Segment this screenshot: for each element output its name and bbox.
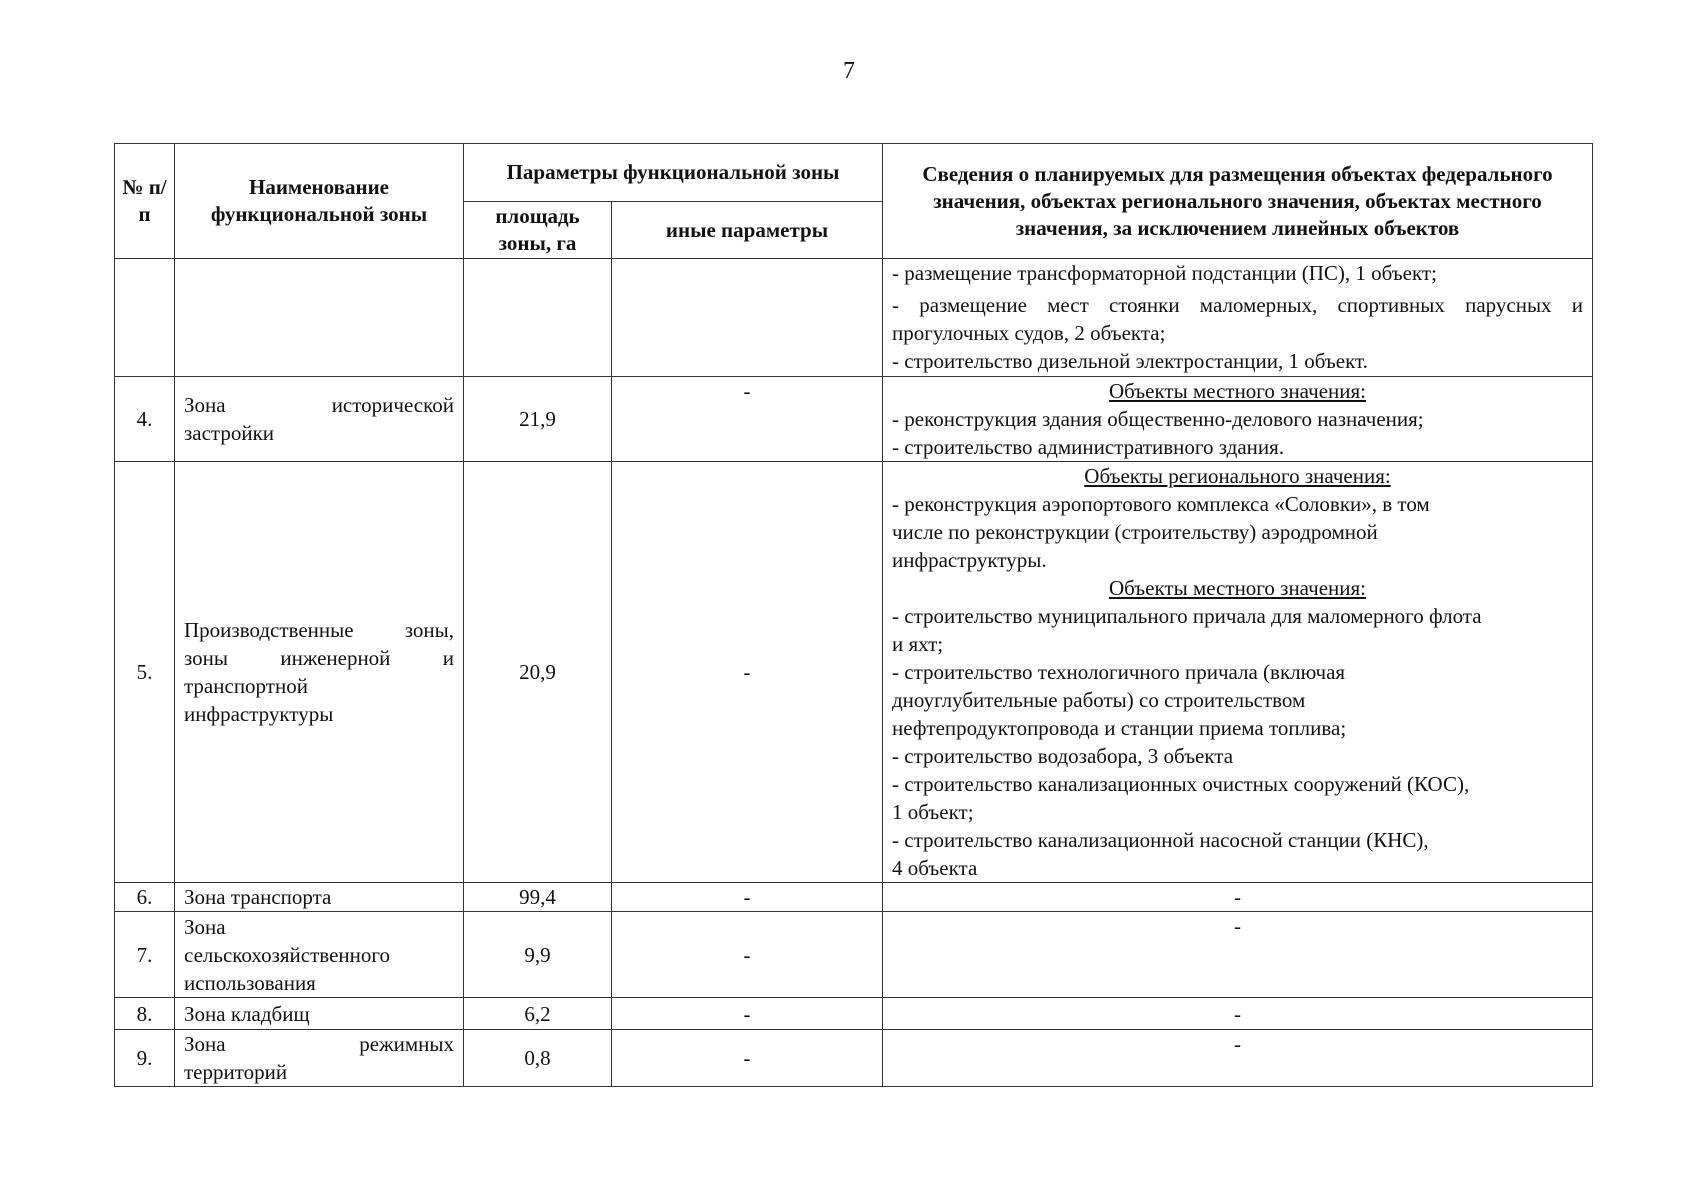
table-row bbox=[115, 1030, 1593, 1087]
info-heading: Объекты местного значения: bbox=[1108, 576, 1367, 600]
row-area bbox=[464, 259, 612, 377]
row-info bbox=[883, 259, 1593, 377]
row-name bbox=[175, 259, 464, 377]
row-info: - bbox=[883, 998, 1593, 1030]
row-num: 7. bbox=[115, 912, 175, 998]
row-num: 5. bbox=[115, 462, 175, 883]
row-name: Зона транспорта bbox=[175, 883, 464, 912]
row-area: 21,9 bbox=[464, 377, 612, 462]
table-row bbox=[115, 912, 1593, 998]
row-other: - bbox=[612, 883, 883, 912]
row-name bbox=[175, 377, 464, 462]
name-line: Зона режимных bbox=[184, 1032, 454, 1056]
info-line: - строительство дизельной электростанции, 1 объект. bbox=[892, 349, 1368, 373]
row-info bbox=[883, 377, 1593, 462]
info-line: - строительство технологичного причала (включая bbox=[892, 660, 1346, 684]
page-number: 7 bbox=[843, 58, 855, 84]
name-line: сельскохозяйственного bbox=[184, 942, 390, 967]
row-num: 6. bbox=[115, 883, 175, 912]
name-line: использования bbox=[184, 970, 316, 995]
name-line: Производственные зоны, bbox=[184, 618, 454, 642]
row-area: 99,4 bbox=[464, 883, 612, 912]
name-line: инфраструктуры bbox=[184, 702, 334, 726]
row-num: 8. bbox=[115, 998, 175, 1030]
functional-zones-table bbox=[114, 143, 1593, 1087]
row-num: 9. bbox=[115, 1030, 175, 1087]
row-num: 4. bbox=[115, 377, 175, 462]
info-line: 4 объекта bbox=[892, 856, 978, 880]
row-info: - bbox=[883, 883, 1593, 912]
info-line: - строительство административного здания. bbox=[892, 435, 1285, 459]
row-other bbox=[612, 259, 883, 377]
row-other: - bbox=[612, 912, 883, 998]
name-line: территорий bbox=[184, 1060, 288, 1084]
info-line: числе по реконструкции (строительству) аэродромной bbox=[892, 520, 1378, 544]
header-num: № п/п bbox=[115, 144, 175, 259]
info-line: дноуглубительные работы) со строительством bbox=[892, 688, 1306, 712]
info-line: инфраструктуры. bbox=[892, 548, 1047, 572]
row-area: 20,9 bbox=[464, 462, 612, 883]
table-row bbox=[115, 259, 1593, 377]
info-line: - строительство канализационных очистных сооружений (КОС), bbox=[892, 772, 1470, 796]
header-params: Параметры функциональной зоны bbox=[464, 144, 883, 202]
row-name bbox=[175, 912, 464, 998]
info-line: - размещение трансформаторной подстанции (ПС), 1 объект; bbox=[892, 261, 1437, 285]
name-line: застройки bbox=[184, 421, 275, 445]
name-line: Зона bbox=[184, 914, 226, 939]
name-line: транспортной bbox=[184, 674, 308, 698]
info-line: - строительство муниципального причала для маломерного флота bbox=[892, 604, 1482, 628]
header-area: площадь зоны, га bbox=[464, 202, 612, 259]
row-info bbox=[883, 462, 1593, 883]
header-other: иные параметры bbox=[612, 202, 883, 259]
table-row bbox=[115, 883, 1593, 912]
row-other: - bbox=[612, 998, 883, 1030]
row-num bbox=[115, 259, 175, 377]
info-line: - реконструкция аэропортового комплекса «Соловки», в том bbox=[892, 492, 1430, 516]
row-area: 6,2 bbox=[464, 998, 612, 1030]
info-line: нефтепродуктопровода и станции приема топлива; bbox=[892, 716, 1347, 740]
table-row bbox=[115, 377, 1593, 462]
row-other: - bbox=[612, 377, 883, 462]
row-other: - bbox=[612, 1030, 883, 1087]
row-area: 0,8 bbox=[464, 1030, 612, 1087]
header-info: Сведения о планируемых для размещения объектах федерального значения, объектах регионального значения, объектах местного значения, за исключением линейных объектов bbox=[883, 144, 1593, 259]
table-row bbox=[115, 998, 1593, 1030]
info-line: 1 объект; bbox=[892, 800, 974, 824]
row-name: Зона кладбищ bbox=[175, 998, 464, 1030]
name-line: зоны инженерной и bbox=[184, 646, 454, 670]
info-line: - строительство канализационной насосной станции (КНС), bbox=[892, 828, 1429, 852]
info-line: - строительство водозабора, 3 объекта bbox=[892, 744, 1234, 768]
name-line: Зона исторической bbox=[184, 393, 454, 417]
table-row bbox=[115, 462, 1593, 883]
row-info: - bbox=[883, 912, 1593, 998]
row-info: - bbox=[883, 1030, 1593, 1087]
info-line: - размещение мест стоянки маломерных, спортивных парусных и прогулочных судов, 2 объекта; bbox=[892, 293, 1583, 345]
row-other: - bbox=[612, 462, 883, 883]
row-area: 9,9 bbox=[464, 912, 612, 998]
row-name bbox=[175, 462, 464, 883]
info-line: и яхт; bbox=[892, 632, 944, 656]
header-name: Наименование функциональной зоны bbox=[175, 144, 464, 259]
info-line: - реконструкция здания общественно-делового назначения; bbox=[892, 407, 1424, 431]
info-heading: Объекты регионального значения: bbox=[1084, 464, 1391, 488]
info-heading: Объекты местного значения: bbox=[1108, 379, 1367, 403]
row-name bbox=[175, 1030, 464, 1087]
